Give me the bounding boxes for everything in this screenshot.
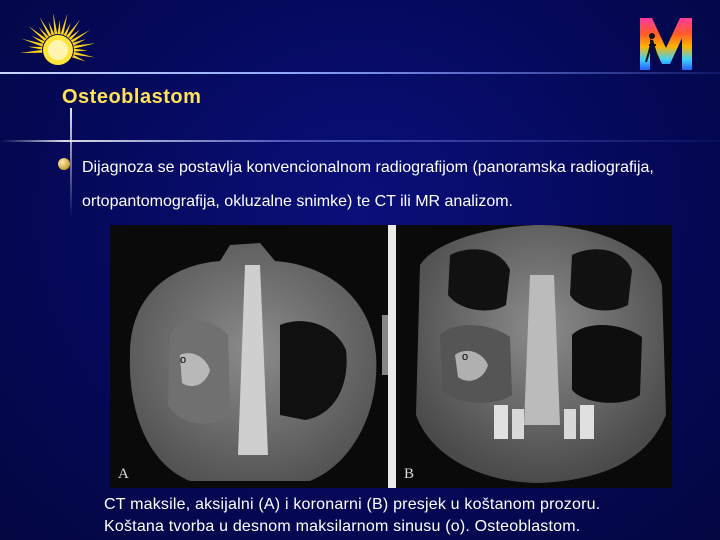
caption-line-1: CT maksile, aksijalni (A) i koronarni (B) presjek u koštanom prozoru.: [104, 496, 601, 513]
vertical-divider: [70, 108, 72, 218]
panel-a-label: A: [118, 466, 129, 482]
slide-title: Osteoblastom: [62, 86, 202, 108]
ct-panel-a: [110, 225, 388, 488]
caption-line-2: Koštana tvorba u desnom maksilarnom sinusu (o). Osteoblastom.: [104, 518, 581, 535]
ct-figure: [110, 225, 672, 488]
figure-caption: [104, 494, 704, 538]
ct-panel-b: [396, 225, 672, 488]
m-logo-icon: [636, 16, 696, 72]
horizontal-divider: [0, 140, 720, 142]
lesion-marker-a: o: [180, 354, 187, 366]
header-rule: [0, 72, 720, 74]
bullet-icon: [58, 158, 70, 170]
bullet-text: Dijagnoza se postavlja konvencionalnom radiografijom (panoramska radiografija, ortopantomografija, okluzalne snimke) te CT ili MR analizom.: [82, 159, 654, 210]
sun-logo-icon: [10, 14, 94, 74]
lesion-marker-b: o: [462, 351, 469, 363]
panel-b-label: B: [404, 466, 415, 482]
